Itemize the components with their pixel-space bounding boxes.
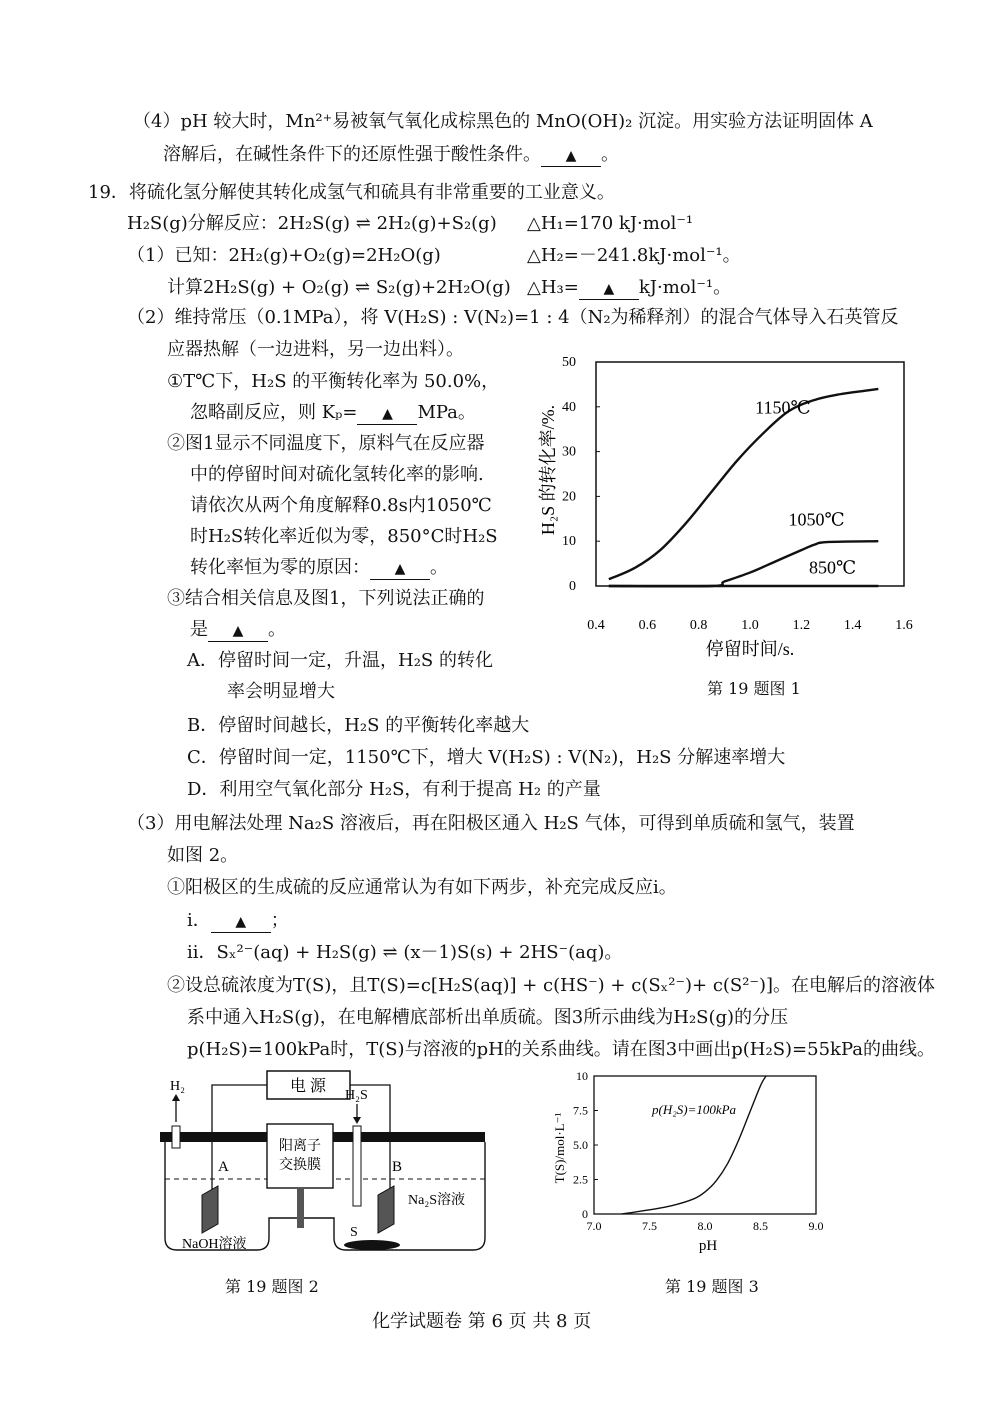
electrode-b (378, 1186, 394, 1233)
y-tick-label: 7.5 (573, 1103, 588, 1118)
q19-p2-1b (190, 401, 476, 425)
option-d: D．利用空气氧化部分 H₂S，有利于提高 H₂ 的产量 (187, 779, 601, 800)
y-tick-label: 40 (562, 399, 576, 415)
x-tick-label: 1.2 (792, 618, 811, 633)
correct-label: 是 (190, 619, 208, 640)
x-tick-label: 8.5 (753, 1219, 768, 1233)
answer-blank[interactable] (357, 403, 417, 425)
label-b: B (392, 1159, 403, 1175)
membrane-label-2: 交换膜 (279, 1158, 321, 1173)
answer-blank[interactable] (370, 558, 430, 580)
reaction-ii: ii．Sₓ²⁻(aq) + H₂S(g) ⇌ (x－1)S(s) + 2HS⁻(aq)。 (187, 942, 623, 963)
x-tick-label: 0.4 (587, 618, 605, 633)
y-tick-label: 10 (576, 1069, 588, 1083)
q19-p3-2b: 系中通入H₂S(g)，在电解槽底部析出单质硫。图3所示曲线为H₂S(g)的分压 (187, 1007, 789, 1028)
series-label: 1150℃ (755, 397, 811, 418)
answer-blank[interactable] (579, 278, 639, 300)
y-axis-label: T(S)/mol·L⁻¹ (552, 1112, 567, 1184)
q19-dH2: △H₂=－241.8kJ·mol⁻¹。 (527, 245, 741, 266)
membrane-stem (297, 1188, 304, 1228)
membrane-box (267, 1124, 333, 1188)
q19-p3-2a: ②设总硫浓度为T(S)，且T(S)=c[H₂S(aq)] + c(HS⁻) + c(Sₓ²⁻)+ c(S²⁻)]。在电解后的溶液体 (167, 975, 936, 996)
option-b: B．停留时间越长，H₂S 的平衡转化率越大 (187, 715, 530, 736)
q19-p2-line2: 应器热解（一边进料，另一边出料）。 (167, 339, 464, 360)
y-tick-label: 2.5 (573, 1172, 588, 1187)
membrane-label-1: 阳离子 (279, 1139, 321, 1154)
q19-p3-line1: （3）用电解法处理 Na₂S 溶液后，再在阳极区通入 H₂S 气体，可得到单质硫和氢气，装置 (127, 813, 855, 834)
q19-p2-2d: 时H₂S转化率近似为零，850°C时H₂S (190, 526, 498, 547)
q19-intro: 19．将硫化氢分解使其转化成氢气和硫具有非常重要的工业意义。 (88, 182, 615, 203)
dH3-label: △H₃= (527, 277, 579, 298)
x-tick-label: 1.4 (843, 618, 862, 633)
q19-p2-3a: ③结合相关信息及图1，下列说法正确的 (167, 588, 485, 609)
x-tick-label: 7.5 (642, 1219, 657, 1233)
option-a-line1: A．停留时间一定，升温，H₂S 的转化 (187, 650, 493, 671)
option-a-line2: 率会明显增大 (227, 681, 335, 702)
reaction-i (187, 909, 289, 933)
na2s-label: Na₂S溶液 (408, 1193, 465, 1208)
x-tick-label: 7.0 (586, 1219, 602, 1233)
q19-p2-2e (190, 556, 448, 580)
series-line-0 (609, 389, 879, 579)
page-footer: 化学试题卷 第 6 页 共 8 页 (372, 1311, 592, 1332)
h2-label: H₂ (170, 1079, 185, 1094)
figure1-chart (520, 350, 920, 670)
figure3-caption: 第 19 题图 3 (665, 1277, 759, 1296)
q19-dH3 (527, 276, 731, 300)
reaction-i-end: ； (270, 910, 289, 931)
y-tick-label: 10 (562, 534, 576, 550)
power-source-label: 电 源 (289, 1078, 327, 1095)
q19-p3-2c: p(H₂S)=100kPa时，T(S)与溶液的pH的关系曲线。请在图3中画出p(H₂S)=55kPa的曲线。 (187, 1039, 935, 1060)
naoh-label: NaOH溶液 (182, 1237, 247, 1252)
x-tick-label: 1.0 (741, 618, 759, 633)
answer-blank[interactable] (208, 620, 268, 642)
x-tick-label: 8.0 (697, 1219, 713, 1233)
q19-p2-1a: ①T℃下，H₂S 的平衡转化率为 50.0%， (167, 371, 500, 392)
y-tick-label: 50 (562, 355, 576, 370)
q19-p3-line2: 如图 2。 (167, 845, 239, 866)
h2-outlet-tube (172, 1126, 180, 1148)
label-a: A (218, 1159, 229, 1175)
q18-4-period: 。 (601, 144, 619, 165)
series-line-0 (622, 1076, 766, 1214)
y-tick-label: 5.0 (573, 1138, 588, 1152)
correct-period: 。 (268, 619, 286, 640)
q19-p2-line1: （2）维持常压（0.1MPa），将 V(H₂S) : V(N₂)=1 : 4（N₂为稀释剂）的混合气体导入石英管反 (127, 307, 899, 328)
electrode-a (202, 1186, 218, 1233)
sulfur-label: S (350, 1225, 358, 1240)
figure1-caption: 第 19 题图 1 (707, 679, 801, 698)
q19-decomp: H₂S(g)分解反应：2H₂S(g) ⇌ 2H₂(g)+S₂(g) (127, 213, 497, 234)
q19-p2-3b (190, 618, 286, 642)
y-tick-label: 0 (569, 579, 576, 594)
h2-arrow-head (172, 1094, 180, 1101)
plot-frame (596, 362, 904, 586)
x-tick-label: 0.6 (638, 618, 657, 633)
y-axis-label: H₂S 的转化率/%. (538, 404, 558, 536)
reason-period: 。 (430, 557, 448, 578)
dH3-unit: kJ·mol⁻¹。 (638, 277, 732, 298)
series-label: 1050℃ (788, 509, 845, 530)
sulfur-precipitate (344, 1240, 400, 1250)
x-axis-label: 停留时间/s. (705, 639, 795, 659)
plot-frame (594, 1076, 816, 1214)
figure3-chart (540, 1068, 860, 1268)
y-tick-label: 20 (562, 489, 576, 505)
answer-blank[interactable] (541, 145, 601, 167)
q18-4-line2 (163, 143, 619, 167)
figure2-caption: 第 19 题图 2 (225, 1277, 319, 1296)
q19-p3-1: ①阳极区的生成硫的反应通常认为有如下两步，补充完成反应i。 (167, 877, 677, 898)
q19-p2-2c: 请依次从两个角度解释0.8s内1050℃ (190, 495, 492, 516)
reason-label: 转化率恒为零的原因： (190, 557, 370, 578)
h2s-label: H₂S (345, 1088, 368, 1103)
reaction-i-label: i． (187, 910, 211, 931)
kp-unit: MPa。 (417, 402, 476, 423)
q19-p1-known: （1）已知：2H₂(g)+O₂(g)=2H₂O(g) (127, 245, 441, 266)
option-c: C．停留时间一定，1150℃下，增大 V(H₂S) : V(N₂)，H₂S 分解速率增大 (187, 747, 786, 768)
series-label: p(H₂S)=100kPa (652, 1102, 737, 1117)
q19-dH1: △H₁=170 kJ·mol⁻¹ (527, 213, 694, 234)
x-tick-label: 1.6 (895, 618, 913, 633)
h2s-inlet-tube (353, 1126, 361, 1206)
x-tick-label: 0.8 (689, 618, 708, 633)
figure2-diagram (160, 1068, 490, 1268)
x-tick-label: 9.0 (808, 1219, 824, 1233)
answer-blank[interactable] (211, 911, 271, 933)
kp-label: 忽略副反应，则 Kₚ= (190, 402, 358, 423)
q19-p1-calc: 计算2H₂S(g) + O₂(g) ⇌ S₂(g)+2H₂O(g) (167, 277, 511, 298)
q19-p2-2b: 中的停留时间对硫化氢转化率的影响. (190, 464, 484, 485)
q18-4-line1: （4）pH 较大时，Mn²⁺易被氧气氧化成棕黑色的 MnO(OH)₂ 沉淀。用实验方法证明固体 A (133, 111, 873, 132)
x-axis-label: pH (698, 1238, 718, 1254)
y-tick-label: 30 (562, 444, 576, 460)
h2s-arrow-head (353, 1117, 361, 1124)
y-tick-label: 0 (582, 1207, 588, 1221)
series-label: 850℃ (809, 557, 857, 578)
q19-p2-2a: ②图1显示不同温度下，原料气在反应器 (167, 433, 485, 454)
q18-4-text: 溶解后，在碱性条件下的还原性强于酸性条件。 (163, 144, 541, 165)
